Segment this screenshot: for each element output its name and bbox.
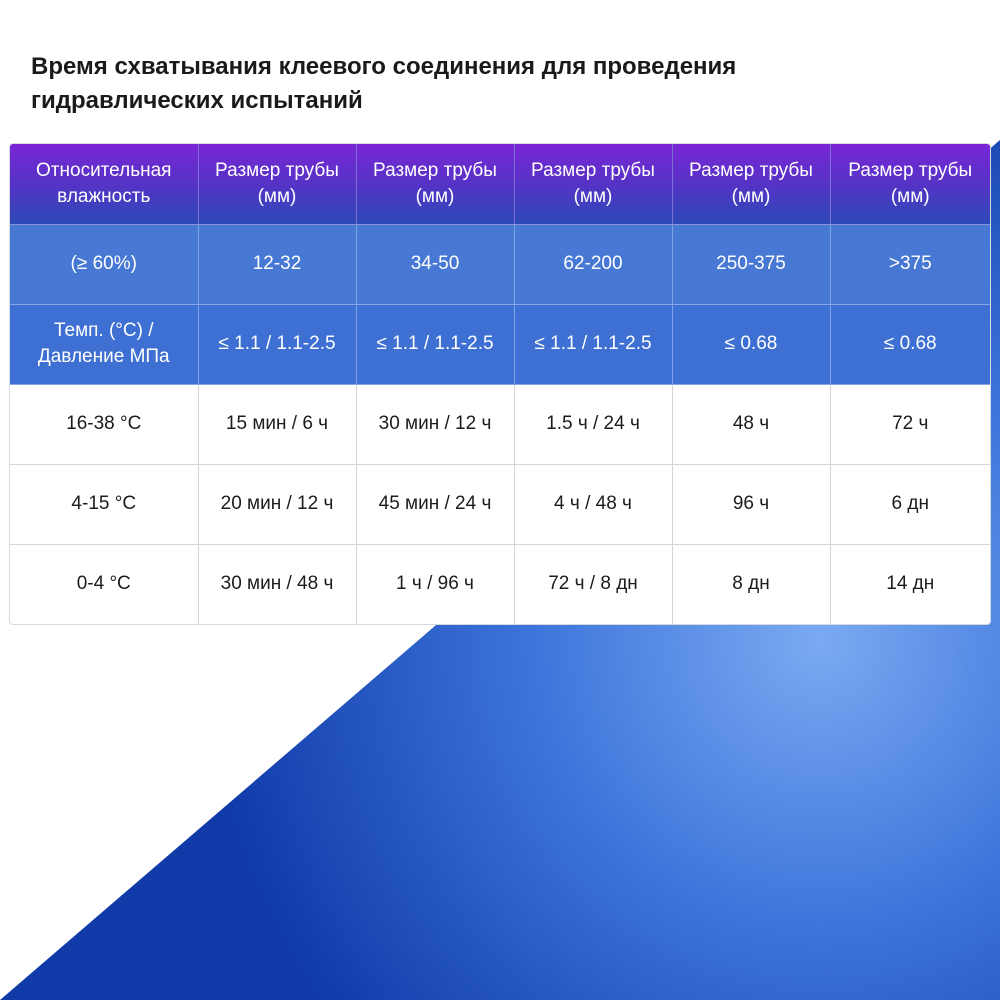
table-cell: ≤ 1.1 / 1.1-2.5: [198, 304, 356, 384]
table-cell: 20 мин / 12 ч: [198, 464, 356, 544]
table-cell: 1.5 ч / 24 ч: [514, 384, 672, 464]
table-cell: >375: [830, 224, 990, 304]
table-cell: 96 ч: [672, 464, 830, 544]
cure-time-table: [10, 144, 990, 624]
pipe-size-row: [10, 224, 990, 304]
table-cell: 15 мин / 6 ч: [198, 384, 356, 464]
table-cell: 6 дн: [830, 464, 990, 544]
table-cell: ≤ 1.1 / 1.1-2.5: [356, 304, 514, 384]
header-cell: Размер трубы (мм): [198, 144, 356, 224]
header-cell: Размер трубы (мм): [830, 144, 990, 224]
table-cell: 72 ч / 8 дн: [514, 544, 672, 624]
table-cell: ≤ 0.68: [830, 304, 990, 384]
header-cell: Относительная влажность: [10, 144, 198, 224]
table-cell: ≤ 1.1 / 1.1-2.5: [514, 304, 672, 384]
table-cell: 12-32: [198, 224, 356, 304]
table-cell: 14 дн: [830, 544, 990, 624]
table-cell: (≥ 60%): [10, 224, 198, 304]
table-cell: 30 мин / 48 ч: [198, 544, 356, 624]
pressure-row: [10, 304, 990, 384]
table-row: [10, 544, 990, 624]
table-cell: 48 ч: [672, 384, 830, 464]
table-cell: 4-15 °C: [10, 464, 198, 544]
table-cell: 4 ч / 48 ч: [514, 464, 672, 544]
page-title-line-1: Время схватывания клеевого соединения для проведения: [31, 53, 737, 80]
table-cell: Темп. (°C) / Давление МПа: [10, 304, 198, 384]
page-title-line-2: гидравлических испытаний: [31, 87, 363, 114]
header-cell: Размер трубы (мм): [672, 144, 830, 224]
table-row: [10, 384, 990, 464]
table-cell: 34-50: [356, 224, 514, 304]
table-header-row: [10, 144, 990, 224]
table-cell: 16-38 °C: [10, 384, 198, 464]
header-cell: Размер трубы (мм): [356, 144, 514, 224]
header-cell: Размер трубы (мм): [514, 144, 672, 224]
table-cell: 30 мин / 12 ч: [356, 384, 514, 464]
table-cell: 0-4 °C: [10, 544, 198, 624]
table-cell: 250-375: [672, 224, 830, 304]
table-cell: 45 мин / 24 ч: [356, 464, 514, 544]
table-cell: 62-200: [514, 224, 672, 304]
cure-time-table-container: [10, 144, 990, 624]
page-title: [31, 50, 931, 118]
table-row: [10, 464, 990, 544]
table-cell: ≤ 0.68: [672, 304, 830, 384]
table-cell: 1 ч / 96 ч: [356, 544, 514, 624]
table-cell: 8 дн: [672, 544, 830, 624]
table-cell: 72 ч: [830, 384, 990, 464]
